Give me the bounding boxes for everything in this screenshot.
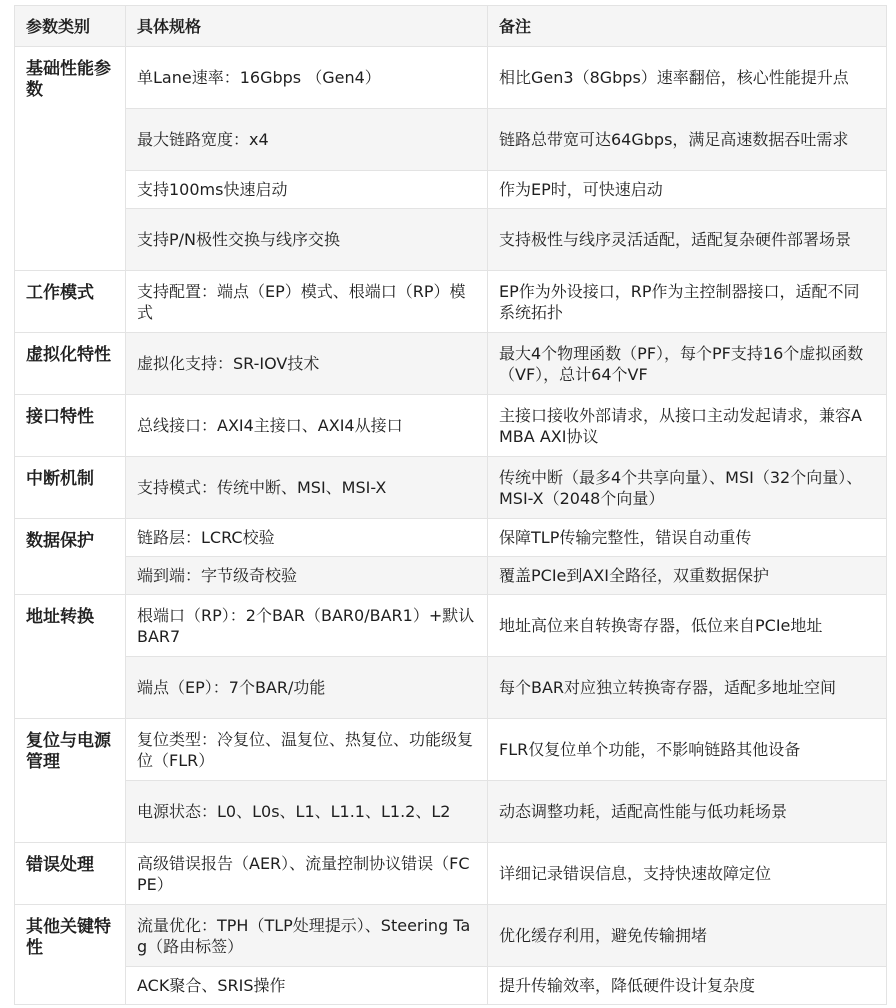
spec-cell: 最大链路宽度：x4	[126, 109, 488, 171]
table-row	[15, 333, 887, 395]
note-cell: EP作为外设接口，RP作为主控制器接口，适配不同系统拓扑	[488, 271, 887, 333]
category-cell: 错误处理	[15, 843, 126, 905]
table-row	[15, 395, 887, 457]
note-cell: 最大4个物理函数（PF），每个PF支持16个虚拟函数（VF），总计64个VF	[488, 333, 887, 395]
header-category: 参数类别	[15, 6, 126, 47]
note-cell: 覆盖PCIe到AXI全路径，双重数据保护	[488, 557, 887, 595]
spec-cell: 复位类型：冷复位、温复位、热复位、功能级复位（FLR）	[126, 719, 488, 781]
table-row	[15, 843, 887, 905]
category-cell: 虚拟化特性	[15, 333, 126, 395]
table-row	[15, 209, 887, 271]
spec-cell: 根端口（RP）：2个BAR（BAR0/BAR1）+默认BAR7	[126, 595, 488, 657]
spec-cell: 链路层：LCRC校验	[126, 519, 488, 557]
note-cell: 详细记录错误信息，支持快速故障定位	[488, 843, 887, 905]
spec-cell: 总线接口：AXI4主接口、AXI4从接口	[126, 395, 488, 457]
table-row	[15, 519, 887, 557]
note-cell: 支持极性与线序灵活适配，适配复杂硬件部署场景	[488, 209, 887, 271]
table-header-row	[15, 6, 887, 47]
table-row	[15, 47, 887, 109]
category-cell: 基础性能参数	[15, 47, 126, 271]
note-cell: 链路总带宽可达64Gbps，满足高速数据吞吐需求	[488, 109, 887, 171]
note-cell: 相比Gen3（8Gbps）速率翻倍，核心性能提升点	[488, 47, 887, 109]
table-row	[15, 457, 887, 519]
category-cell: 数据保护	[15, 519, 126, 595]
table-row	[15, 719, 887, 781]
note-cell: 作为EP时，可快速启动	[488, 171, 887, 209]
spec-cell: 端到端：字节级奇校验	[126, 557, 488, 595]
category-cell: 中断机制	[15, 457, 126, 519]
note-cell: FLR仅复位单个功能，不影响链路其他设备	[488, 719, 887, 781]
category-cell: 其他关键特性	[15, 905, 126, 1005]
spec-cell: 流量优化：TPH（TLP处理提示）、Steering Tag（路由标签）	[126, 905, 488, 967]
table-row	[15, 595, 887, 657]
note-cell: 每个BAR对应独立转换寄存器，适配多地址空间	[488, 657, 887, 719]
note-cell: 保障TLP传输完整性，错误自动重传	[488, 519, 887, 557]
spec-cell: 支持模式：传统中断、MSI、MSI-X	[126, 457, 488, 519]
table-row	[15, 109, 887, 171]
note-cell: 主接口接收外部请求，从接口主动发起请求，兼容AMBA AXI协议	[488, 395, 887, 457]
category-cell: 工作模式	[15, 271, 126, 333]
spec-cell: 电源状态：L0、L0s、L1、L1.1、L1.2、L2	[126, 781, 488, 843]
category-cell: 复位与电源管理	[15, 719, 126, 843]
note-cell: 提升传输效率，降低硬件设计复杂度	[488, 967, 887, 1005]
header-note: 备注	[488, 6, 887, 47]
spec-cell: 支持配置：端点（EP）模式、根端口（RP）模式	[126, 271, 488, 333]
spec-cell: 虚拟化支持：SR-IOV技术	[126, 333, 488, 395]
table-row	[15, 557, 887, 595]
category-cell: 接口特性	[15, 395, 126, 457]
spec-table	[14, 5, 887, 1005]
note-cell: 动态调整功耗，适配高性能与低功耗场景	[488, 781, 887, 843]
spec-cell: ACK聚合、SRIS操作	[126, 967, 488, 1005]
header-spec: 具体规格	[126, 6, 488, 47]
spec-cell: 支持100ms快速启动	[126, 171, 488, 209]
spec-cell: 支持P/N极性交换与线序交换	[126, 209, 488, 271]
spec-cell: 端点（EP）：7个BAR/功能	[126, 657, 488, 719]
table-row	[15, 905, 887, 967]
spec-cell: 高级错误报告（AER）、流量控制协议错误（FCPE）	[126, 843, 488, 905]
note-cell: 传统中断（最多4个共享向量）、MSI（32个向量）、MSI-X（2048个向量）	[488, 457, 887, 519]
table-row	[15, 781, 887, 843]
table-row	[15, 967, 887, 1005]
note-cell: 地址高位来自转换寄存器，低位来自PCIe地址	[488, 595, 887, 657]
category-cell: 地址转换	[15, 595, 126, 719]
table-body	[15, 47, 887, 1005]
table-row	[15, 171, 887, 209]
table-row	[15, 271, 887, 333]
table-row	[15, 657, 887, 719]
note-cell: 优化缓存利用，避免传输拥堵	[488, 905, 887, 967]
spec-cell: 单Lane速率：16Gbps （Gen4）	[126, 47, 488, 109]
